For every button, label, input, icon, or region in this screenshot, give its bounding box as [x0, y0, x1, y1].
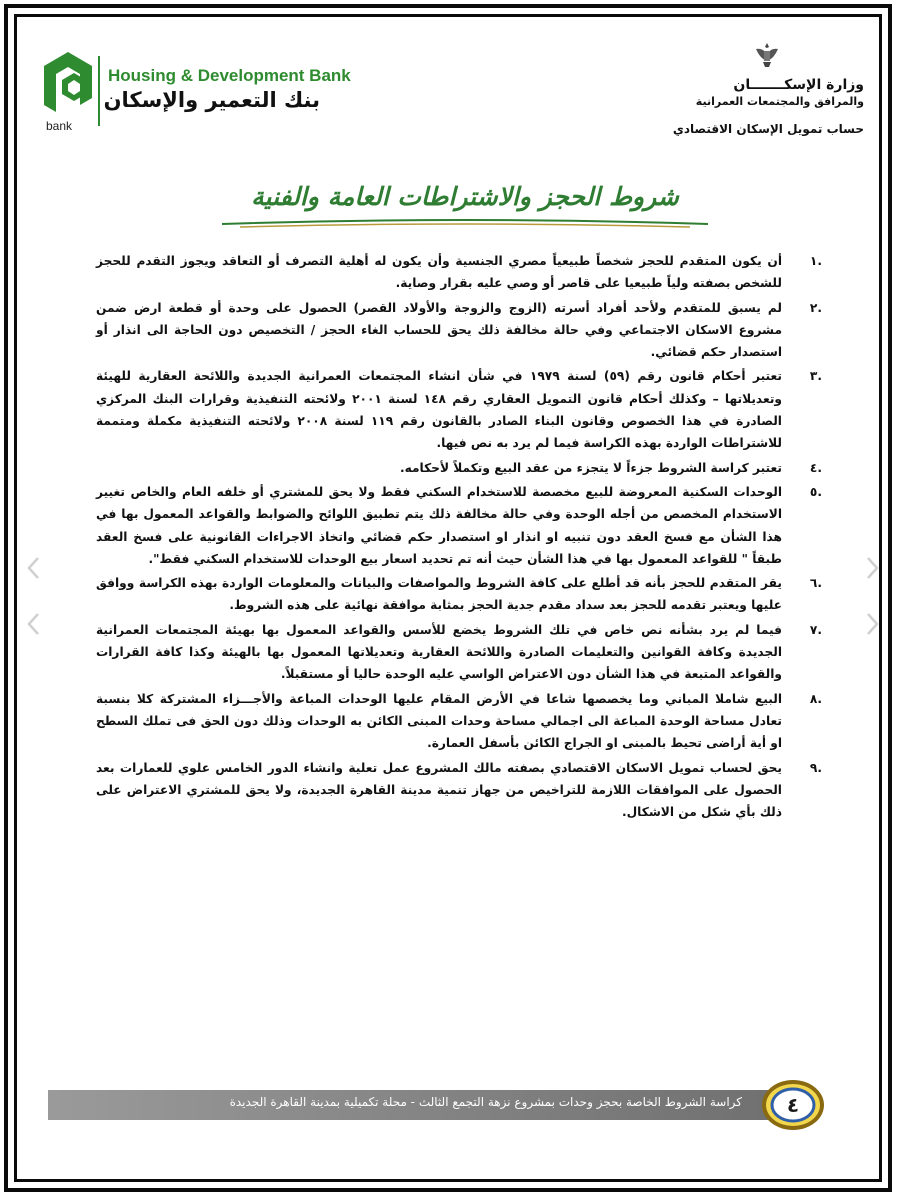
term-text: تعتبر كراسة الشروط جزءاً لا يتجزء من عقد البيع وتكملاً لأحكامه.: [399, 460, 782, 475]
term-text: يحق لحساب تمويل الاسكان الاقتصادي بصفته مالك المشروع عمل تعلية وانشاء الدور الخامس علوي للعمارات بعد الحصول على الموافقات اللازمة للتراخيص من جهاز تنمية مدينة القاهرة الجديدة، ولا يحق للمشتري الاعتراض على ذلك بأي شكل من الاشكال.: [96, 760, 782, 820]
term-item: [96, 481, 822, 570]
bank-divider-line: [98, 56, 100, 126]
term-number: .٢: [809, 300, 822, 315]
term-text: يقر المتقدم للحجز بأنه قد أطلع على كافة الشروط والمواصفات والبيانات والمعلومات الواردة بهذه الكراسة ووافق عليها ويعتبر تقدمه للحجز بعد سداد مقدم جدية الحجز بمثابة موافقة نهائية على هذه الشروط.: [96, 576, 782, 613]
term-number: .٧: [809, 622, 822, 637]
term-item: [96, 365, 822, 454]
term-number: .٦: [809, 576, 822, 591]
term-item: [96, 757, 822, 824]
document-title: شروط الحجز والاشتراطات العامة والفنية: [251, 182, 679, 211]
term-item: [96, 688, 822, 755]
bank-logo-caption: bank: [46, 119, 73, 133]
term-item: [96, 457, 822, 479]
term-item: [96, 572, 822, 617]
ministry-subtitle: والمرافق والمجتمعات العمرانية: [695, 95, 864, 108]
term-text: تعتبر أحكام قانون رقم (٥٩) لسنة ١٩٧٩ في شأن انشاء المجتمعات العمرانية الجديدة واللائحة العقارية للهيئة وتعديلاتها – وكذلك أحكام قانون التمويل العقاري رقم ١٤٨ لسنة ٢٠٠١ ولائحته التنفيذية وقرارات البنك المركزي الصادرة في هذا الخصوص وقانون البناء الصادر بالقانون رقم ١١٩ لسنة ٢٠٠٨ ولائحته التنفيذية مكملة ومتممة للاشتراطات الواردة بهذه الكراسة فيما لم يرد به نص فيها.: [96, 369, 783, 451]
next-page-arrow-icon-lower[interactable]: [864, 612, 880, 636]
title-underline-decoration: [220, 218, 710, 230]
ministry-header: [644, 76, 864, 110]
footer-text: كراسة الشروط الخاصة بحجز وحدات بمشروع نزهة التجمع الثالث - محلة تكميلية بمدينة القاهرة الجديدة: [229, 1095, 742, 1109]
term-number: .٣: [809, 369, 822, 384]
term-item: [96, 297, 822, 364]
next-page-arrow-icon[interactable]: [864, 556, 880, 580]
bank-name-arabic: بنك التعمير والإسكان: [103, 88, 320, 112]
terms-list: [96, 250, 822, 825]
term-item: [96, 619, 822, 686]
term-number: .١: [809, 254, 822, 268]
term-number: .٩: [809, 760, 822, 775]
term-text: فيما لم يرد بشأنه نص خاص في تلك الشروط يخضع للأسس والقواعد المعمول بها بهيئة المجتمعات العمرانية الجديدة وكافة القوانين والتعليمات الصادرة واللائحة العقارية وتعديلاتها المعمول بها بالهيئة وكذا كافة القرارات والقواعد المتبعة في هذا الشأن دون الاعتراض الواسي عليه الوحدة حاليا أو مستقبلاً.: [96, 622, 782, 682]
egypt-eagle-emblem-icon: [752, 40, 782, 70]
document-title-block: [220, 180, 710, 232]
ministry-name: وزارة الإسكـــــــان: [733, 77, 864, 93]
term-number: .٥: [809, 484, 822, 499]
term-number: .٤: [809, 460, 822, 475]
page-number: ٤: [786, 1093, 800, 1117]
page-number-badge: [760, 1078, 826, 1132]
bank-name-english: Housing & Development Bank: [108, 66, 351, 85]
term-text: لم يسبق للمتقدم ولأحد أفراد أسرته (الزوج والزوجة والأولاد القصر) الحصول على وحدة أو قطعة ارض ضمن مشروع الاسكان الاجتماعي وفي حالة مخالفة ذلك يحق للحساب الغاء الحجز / التخصيص دون الحاجة الى انذار أو استصدار حكم قضائي.: [96, 300, 782, 360]
term-item: [96, 250, 822, 295]
term-text: أن يكون المتقدم للحجز شخصاً طبيعياً مصري الجنسية وأن يكون له أهلية التصرف أو التعاقد ويجوز التقدم للحجز للشخص بصفته ولياً طبيعيا على قاصر أو وصي عليه بقرار وصاية.: [96, 254, 782, 291]
prev-page-arrow-icon[interactable]: [26, 556, 42, 580]
term-text: البيع شاملا المباني وما يخصصها شاعا في الأرض المقام عليها الوحدات المباعة والأجـــزاء المشتركة كلا بنسبة تعادل مساحة الوحدة المباعة الى اجمالي مساحة وحدات المبنى الكائن به الوحدات وذلك دون الحق فى تملك السطح او أية أراضى تحيط بالمبنى او الجراج الكائن بأسفل العمارة.: [96, 691, 782, 751]
term-number: .٨: [809, 691, 822, 706]
prev-page-arrow-icon-lower[interactable]: [26, 612, 42, 636]
term-text: الوحدات السكنية المعروضة للبيع مخصصة للاستخدام السكني فقط ولا يحق للمشتري أو خلفه العام والخاص تغيير الاستخدام المخصص من أجله الوحدة وفي حالة مخالفة ذلك يتم تطبيق اللوائح والضوابط والقواعد المعمول بها في هذا الشأن مع فسخ العقد دون تنبيه او انذار او استصدار حكم قضائي واتخاذ الاجراءات القانونية على فسخ العقد طبقاً " للقواعد المعمول بها في هذا الشأن حيث أنه تم تحديد اسعار بيع الوحدات للاستخدام السكني فقط".: [96, 484, 782, 566]
ministry-account-name: حساب تمويل الإسكان الاقتصادي: [672, 122, 864, 136]
